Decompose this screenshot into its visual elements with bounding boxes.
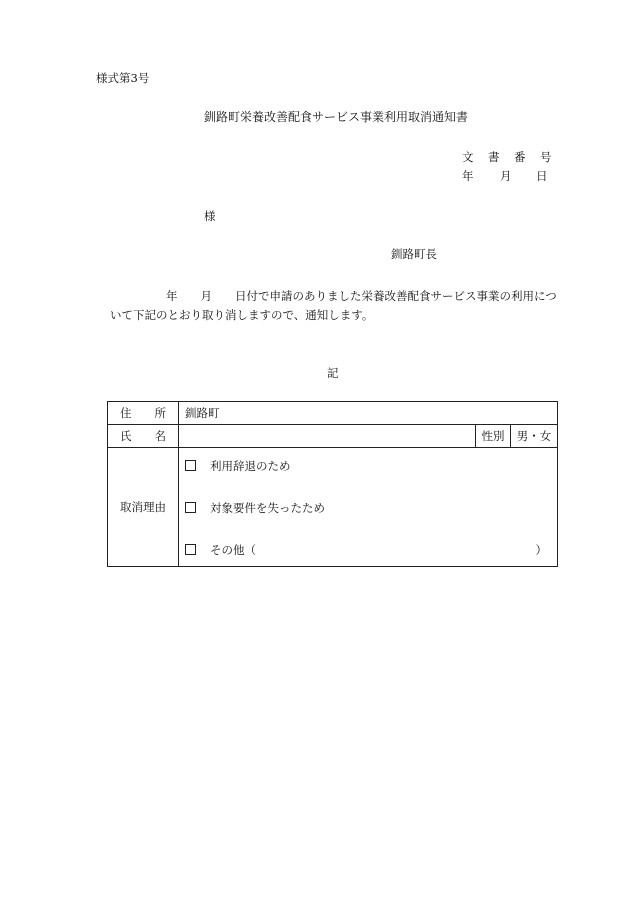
address-value: 釧路町 [179, 402, 558, 425]
doc-number-char: 文 [462, 150, 474, 164]
name-row [108, 425, 558, 448]
other-close-paren: ） [535, 543, 547, 557]
doc-number-char: 書 [488, 150, 500, 164]
ki-heading: 記 [327, 366, 339, 380]
name-value [179, 425, 476, 448]
doc-number-char: 番 [514, 150, 526, 164]
document-number-label [462, 149, 552, 165]
reason-options [179, 448, 558, 567]
recipient-suffix: 様 [204, 209, 216, 223]
reason-text: 利用辞退のため [210, 459, 291, 473]
address-row [108, 402, 558, 425]
doc-number-char: 号 [540, 150, 552, 164]
checkbox-icon [185, 460, 196, 471]
checkbox-icon [185, 544, 196, 555]
notice-form-table [107, 401, 558, 567]
reason-label: 取消理由 [108, 448, 179, 567]
address-label: 住 所 [108, 402, 179, 425]
date-day: 日 [536, 169, 548, 183]
name-label: 氏 名 [108, 425, 179, 448]
reason-row [108, 448, 558, 567]
body-text-line-2: いて下記のとおり取り消しますので、通知します。 [110, 308, 374, 322]
checkbox-icon [185, 502, 196, 513]
sex-label: 性別 [476, 425, 511, 448]
reason-text: 対象要件を失ったため [210, 501, 325, 515]
date-month: 月 [500, 169, 512, 183]
reason-option-ineligible [185, 500, 325, 516]
issuer: 釧路町長 [391, 247, 437, 261]
body-text-line-1: 年 月 日付で申請のありました栄養改善配食サービス事業の利用につ [166, 289, 557, 303]
reason-option-decline [185, 458, 291, 474]
document-title: 釧路町栄養改善配食サービス事業利用取消通知書 [204, 110, 469, 124]
reason-text: その他（ [210, 543, 256, 557]
date-year: 年 [462, 169, 474, 183]
sex-options: 男・女 [511, 425, 558, 448]
form-number: 様式第3号 [96, 71, 150, 85]
date-line [462, 168, 548, 184]
reason-option-other [185, 542, 256, 558]
